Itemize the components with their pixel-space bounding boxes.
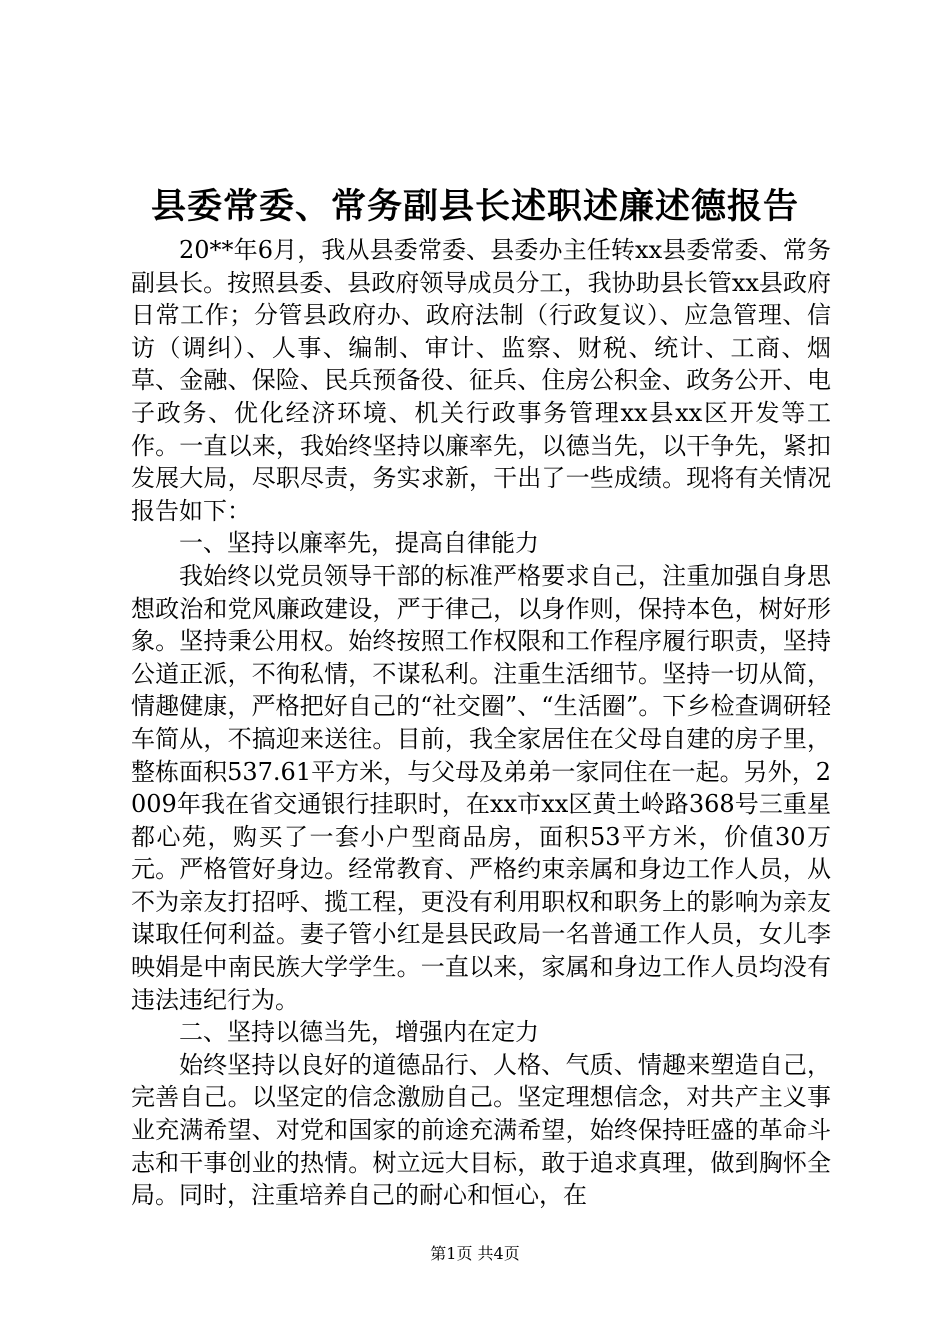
section-heading-1: 一、坚持以廉率先，提高自律能力 xyxy=(179,529,539,558)
page-footer: 第1页 共4页 xyxy=(430,1244,520,1263)
intro-paragraph: 20**年6月，我从县委常委、县委办主任转xx县委常委、常务副县长。按照县委、县政府领导成员分工，我协助县长管xx县政府日常工作；分管县政府办、政府法制（行政复议）、应急管理、信访（调纠）、人事、编制、审计、监察、财税、统计、工商、烟草、金融、保险、民兵预备役、征兵、住房公积金、政务公开、电子政务、优化经济环境、机关行政事务管理xx县xx区开发等工作。一直以来，我始终坚持以廉率先，以德当先，以干争先，紧扣发展大局，尽职尽责，务实求新，干出了一些成绩。现将有关情况报告如下： xyxy=(131,236,831,525)
section-2-paragraph: 始终坚持以良好的道德品行、人格、气质、情趣来塑造自己，完善自己。以坚定的信念激励自己。坚定理想信念，对共产主义事业充满希望、对党和国家的前途充满希望，始终保持旺盛的革命斗志和干事创业的热情。树立远大目标，敢于追求真理，做到胸怀全局。同时，注重培养自己的耐心和恒心，在 xyxy=(131,1050,831,1210)
document-body xyxy=(131,234,831,1212)
section-heading-2: 二、坚持以德当先，增强内在定力 xyxy=(179,1018,539,1047)
section-1-paragraph: 我始终以党员领导干部的标准严格要求自己，注重加强自身思想政治和党风廉政建设，严于律己，以身作则，保持本色，树好形象。坚持秉公用权。始终按照工作权限和工作程序履行职责，坚持公道正派，不徇私情，不谋私利。注重生活细节。坚持一切从简，情趣健康，严格把好自己的“社交圈”、“生活圈”。下乡检查调研轻车简从，不搞迎来送往。目前，我全家居住在父母自建的房子里，整栋面积537.61平方米，与父母及弟弟一家同住在一起。另外，2009年我在省交通银行挂职时，在xx市xx区黄土岭路368号三重星都心苑，购买了一套小户型商品房，面积53平方米，价值30万元。严格管好身边。经常教育、严格约束亲属和身边工作人员，从不为亲友打招呼、揽工程，更没有利用职权和职务上的影响为亲友谋取任何利益。妻子管小红是县民政局一名普通工作人员，女儿李映娟是中南民族大学学生。一直以来，家属和身边工作人员均没有违法违纪行为。 xyxy=(131,561,831,1014)
document-title: 县委常委、常务副县长述职述廉述德报告 xyxy=(150,187,799,227)
